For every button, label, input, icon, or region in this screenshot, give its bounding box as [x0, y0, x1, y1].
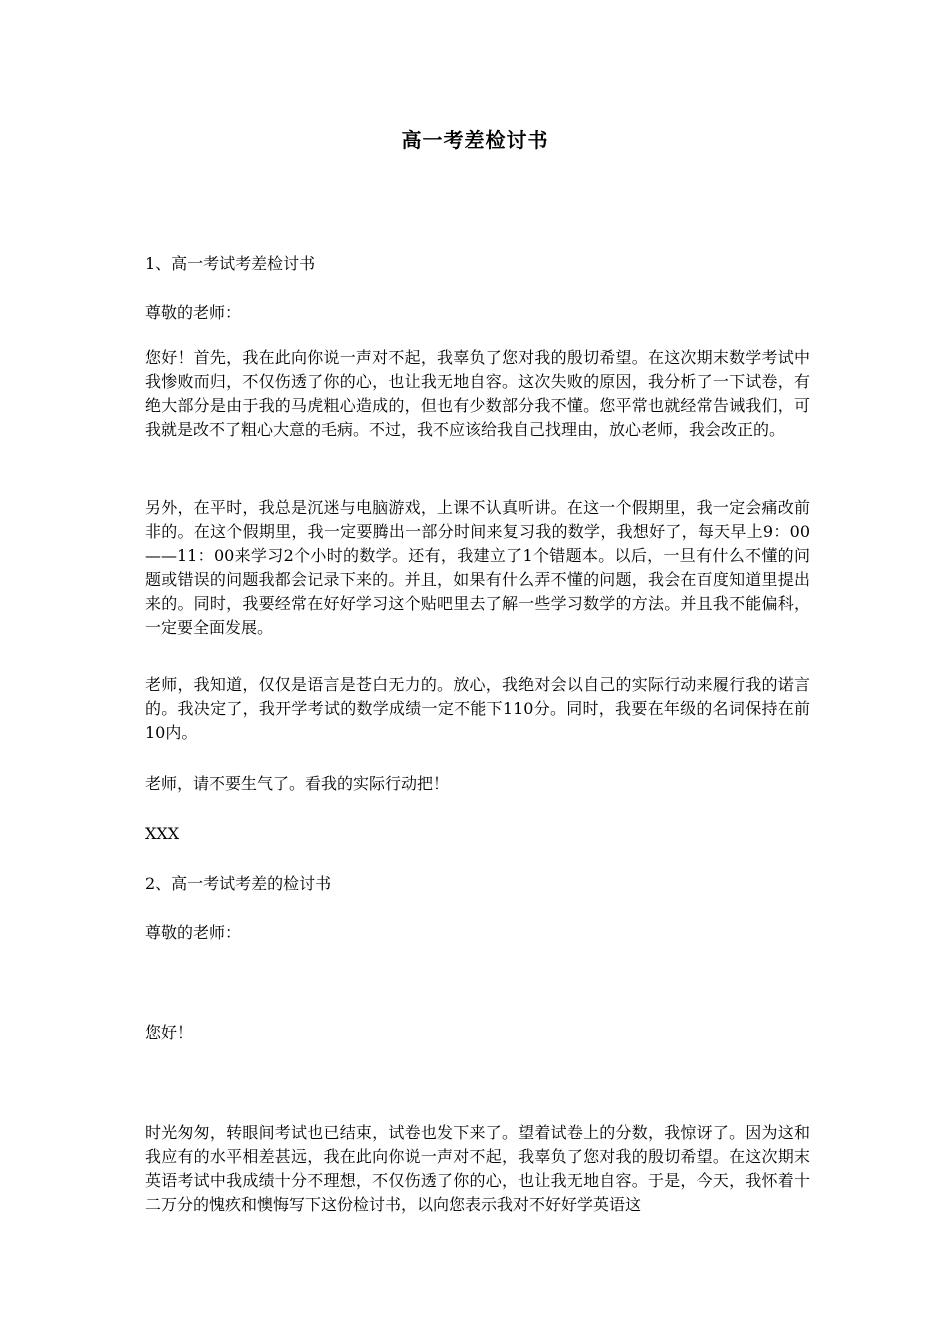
section-1-paragraph-2: 另外，在平时，我总是沉迷与电脑游戏，上课不认真听讲。在这一个假期里，我一定会痛改前非的。在这个假期里，我一定要腾出一部分时间来复习我的数学，我想好了，每天早上9：00——11：00来学习2个小时的数学。还有，我建立了1个错题本。以后，一旦有什么不懂的问题或错误的问题我都会记录下来的。并且，如果有什么弄不懂的问题，我会在百度知道里提出来的。同时，我要经常在好好学习这个贴吧里去了解一些学习数学的方法。并且我不能偏科，一定要全面发展。 [145, 498, 810, 637]
section-1-paragraph-1: 您好！首先，我在此向你说一声对不起，我辜负了您对我的殷切希望。在这次期末数学考试中我惨败而归，不仅伤透了你的心，也让我无地自容。这次失败的原因，我分析了一下试卷，有绝大部分是由于我的马虎粗心造成的，但也有少数部分我不懂。您平常也就经常告诫我们，可我就是改不了粗心大意的毛病。不过，我不应该给我自己找理由，放心老师，我会改正的。 [145, 348, 810, 439]
section-2-heading: 2、高一考试考差的检讨书 [145, 874, 332, 893]
section-1-signature: XXX [145, 824, 180, 843]
section-2-greeting: 您好！ [145, 1023, 194, 1042]
section-1-paragraph-3: 老师，我知道，仅仅是语言是苍白无力的。放心，我绝对会以自己的实际行动来履行我的诺言的。我决定了，我开学考试的数学成绩一定不能下110分。同时，我要在年级的名词保持在前10内。 [145, 675, 810, 742]
section-2-salutation: 尊敬的老师： [145, 923, 242, 942]
section-2-paragraph-1: 时光匆匆，转眼间考试也已结束，试卷也发下来了。望着试卷上的分数，我惊讶了。因为这和我应有的水平相差甚远，我在此向你说一声对不起，我辜负了您对我的殷切希望。在这次期末英语考试中我成绩十分不理想，不仅伤透了你的心，也让我无地自容。于是，今天，我怀着十二万分的愧疚和懊悔写下这份检讨书，以向您表示我对不好好学英语这 [145, 1123, 810, 1214]
section-1-paragraph-4: 老师，请不要生气了。看我的实际行动把！ [145, 774, 450, 793]
section-1-heading: 1、高一考试考差检讨书 [145, 254, 316, 273]
section-1-salutation: 尊敬的老师： [145, 303, 242, 322]
document-title: 高一考差检讨书 [401, 128, 549, 152]
